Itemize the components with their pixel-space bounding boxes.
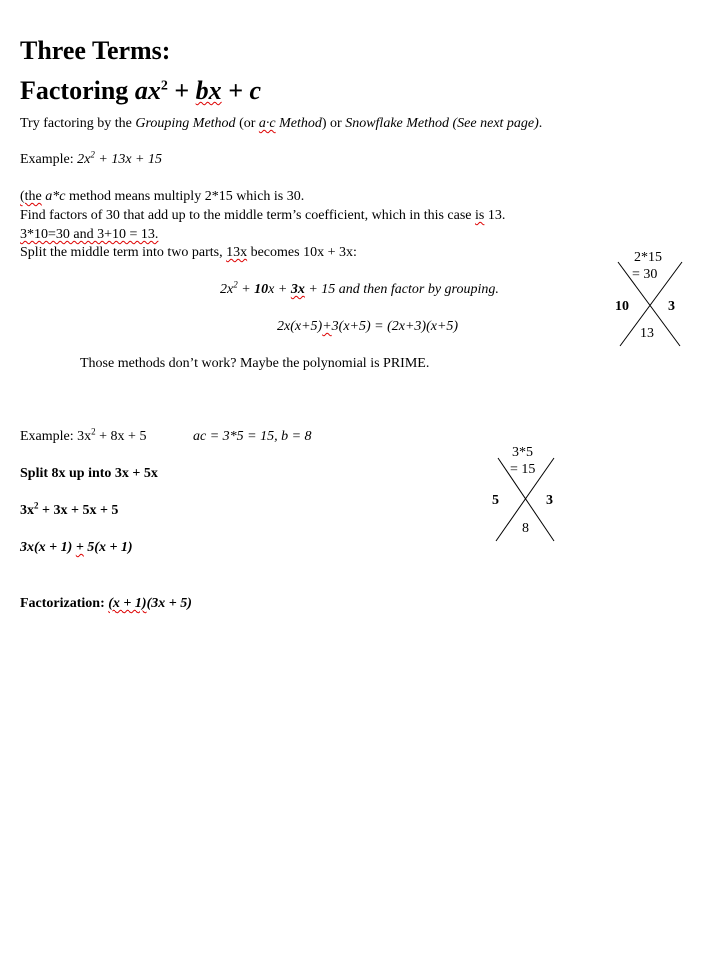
intro-t3: (or (235, 116, 259, 131)
example1-line3: 3*10=30 and 3+10 = 13. (20, 227, 159, 242)
step2-b: 5(x + 1) (83, 540, 133, 555)
x1-bottom: 13 (640, 326, 654, 341)
example2-step2 (20, 539, 133, 556)
intro-t8: . (538, 116, 543, 131)
example1-astarc: a*c (41, 189, 66, 204)
eq2-a: 2x(x+5) (277, 319, 323, 334)
example1-label: Example: (20, 152, 78, 167)
example1-the: (the (20, 189, 42, 204)
example1-line4-a: Split the middle term into two parts, (20, 245, 227, 260)
eq1-10: 10 (254, 282, 269, 297)
example2-ac: ac = 3*5 = 15, b = 8 (193, 429, 312, 444)
page-title-line2 (20, 76, 261, 106)
eq1-exp: 2 (233, 279, 238, 290)
title-prefix: Factoring (20, 76, 135, 105)
intro-snowflake: Snowflake Method (See next page) (345, 116, 539, 131)
example1-13x: 13x (226, 245, 248, 260)
example1-expr-a: 2x (77, 152, 91, 167)
eq1-d: + 15 and then factor by grouping. (304, 282, 499, 297)
intro-t6: ) or (321, 116, 346, 131)
eq2-plus: + (322, 319, 332, 334)
intro-method: Method (275, 116, 322, 131)
eq1-b: + (237, 282, 255, 297)
eq1-a: 2x (220, 282, 234, 297)
example1-is: is (475, 208, 485, 223)
fact-a: (x + 1) (108, 596, 147, 611)
fact-label: Factorization: (20, 596, 109, 611)
intro-ac: a·c (258, 116, 276, 131)
example2-split: Split 8x up into 3x + 5x (20, 466, 158, 481)
step2-plus: + (75, 540, 84, 555)
x2-top2: = 15 (510, 462, 536, 477)
x2-right: 3 (546, 493, 553, 508)
example2-heading (20, 428, 146, 445)
x2-bottom: 8 (522, 521, 529, 536)
example1-line2-a: Find factors of 30 that add up to the middle term’s coefficient, which in this case (20, 208, 476, 223)
x2-left: 5 (492, 493, 499, 508)
example1-equation1 (220, 281, 499, 298)
example1-exp: 2 (90, 149, 95, 160)
eq1-3x: 3x (290, 282, 305, 297)
example1-line1 (20, 188, 304, 205)
example1-heading (20, 151, 162, 168)
step2-a: 3x(x + 1) (20, 540, 76, 555)
step1-a: 3x (20, 503, 34, 518)
example2-step1 (20, 502, 118, 519)
prime-note: Those methods don’t work? Maybe the polynomial is PRIME. (80, 356, 430, 371)
example1-line4 (20, 244, 357, 261)
example1-line4-b: becomes 10x + 3x: (247, 245, 357, 260)
step1-exp: 2 (34, 500, 39, 511)
title-ax: ax (134, 76, 161, 105)
example1-expr-b: + 13x + 15 (94, 152, 162, 167)
intro-t1: Try factoring by the (20, 116, 136, 131)
example1-line2-b: 13. (484, 208, 506, 223)
x1-top2: = 30 (632, 267, 658, 282)
example2-label: Example: 3x (20, 429, 92, 444)
example1-line2 (20, 207, 505, 224)
x1-top: 2*15 (634, 250, 662, 265)
title-exp: 2 (160, 78, 168, 94)
example2-rest: + 8x + 5 (95, 429, 147, 444)
eq1-c: x + (268, 282, 291, 297)
title-bx: bx (195, 76, 222, 105)
example1-equation2 (277, 318, 458, 335)
example1-line1-rest: method means multiply 2*15 which is 30. (65, 189, 305, 204)
title-plus: + (167, 76, 196, 105)
example2-exp: 2 (91, 426, 96, 437)
page-title-line1: Three Terms: (20, 36, 171, 65)
step1-b: + 3x + 5x + 5 (38, 503, 119, 518)
intro-grouping: Grouping Method (135, 116, 236, 131)
intro-line (20, 115, 542, 132)
x2-top: 3*5 (512, 445, 533, 460)
x1-right: 3 (668, 299, 675, 314)
example2-factorization (20, 595, 192, 612)
x1-left: 10 (615, 299, 629, 314)
title-rest: + c (221, 76, 261, 105)
eq2-b: 3(x+5) = (2x+3)(x+5) (331, 319, 459, 334)
fact-b: (3x + 5) (146, 596, 192, 611)
